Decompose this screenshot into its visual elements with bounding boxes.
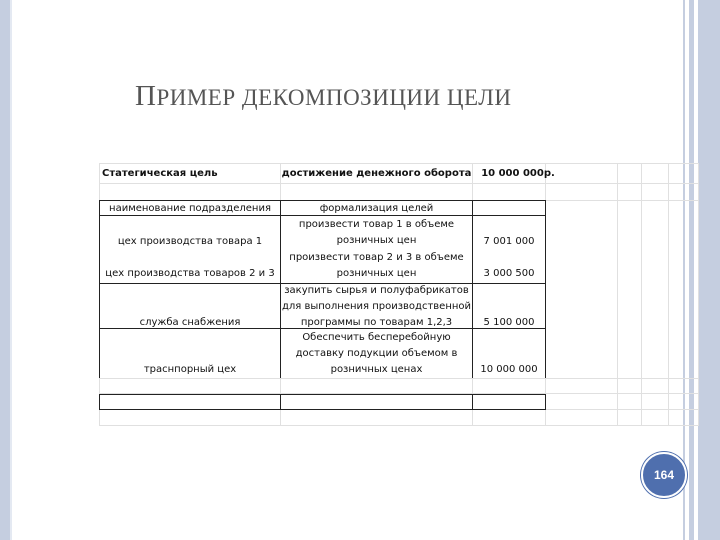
- header-amount: 10 000 000р.: [481, 168, 555, 179]
- row-3-goal-line: для выполнения производственной: [281, 301, 472, 312]
- column-header-formalization: формализация целей: [319, 203, 434, 214]
- row-4-goal-line: розничных ценах: [330, 364, 423, 375]
- slide-title-rest: РИМЕР ДЕКОМПОЗИЦИИ ЦЕЛИ: [156, 85, 512, 110]
- slide-title: [135, 80, 511, 113]
- row-1-division: цех производства товара 1: [117, 236, 263, 247]
- row-4-division: траснпорный цех: [143, 364, 237, 375]
- header-label: Статегическая цель: [102, 168, 218, 179]
- row-2-value: 3 000 500: [483, 268, 535, 279]
- row-1-goal-line: произвести товар 1 в объеме: [298, 219, 455, 230]
- row-2-goal-line: произвести товар 2 и 3 в объеме: [289, 252, 464, 263]
- row-4-value: 10 000 000: [480, 364, 538, 375]
- slide-frame-left: [0, 0, 10, 540]
- row-3-goal-line: программы по товарам 1,2,3: [300, 317, 453, 328]
- slide-frame-left-inner: [10, 0, 12, 540]
- row-2-goal-line: розничных цен: [336, 268, 417, 279]
- row-4-goal-line: доставку подукции объемом в: [295, 348, 458, 359]
- row-2-division: цех производства товаров 2 и 3: [105, 268, 275, 279]
- column-header-division: наименование подразделения: [109, 203, 271, 214]
- row-3-division: служба снабжения: [139, 317, 241, 328]
- row-3-value: 5 100 000: [483, 317, 535, 328]
- row-1-value: 7 001 000: [483, 236, 535, 247]
- header-goal: достижение денежного оборота: [281, 168, 472, 179]
- row-3-goal-line: закупить сырья и полуфабрикатов: [284, 285, 469, 296]
- row-4-goal-line: Обеспечить бесперебойную: [302, 332, 451, 343]
- slide-title-initial: П: [135, 80, 157, 112]
- slide-frame-right-band: [698, 0, 720, 540]
- row-1-goal-line: розничных цен: [336, 235, 417, 246]
- page-number-badge: 164: [641, 452, 687, 498]
